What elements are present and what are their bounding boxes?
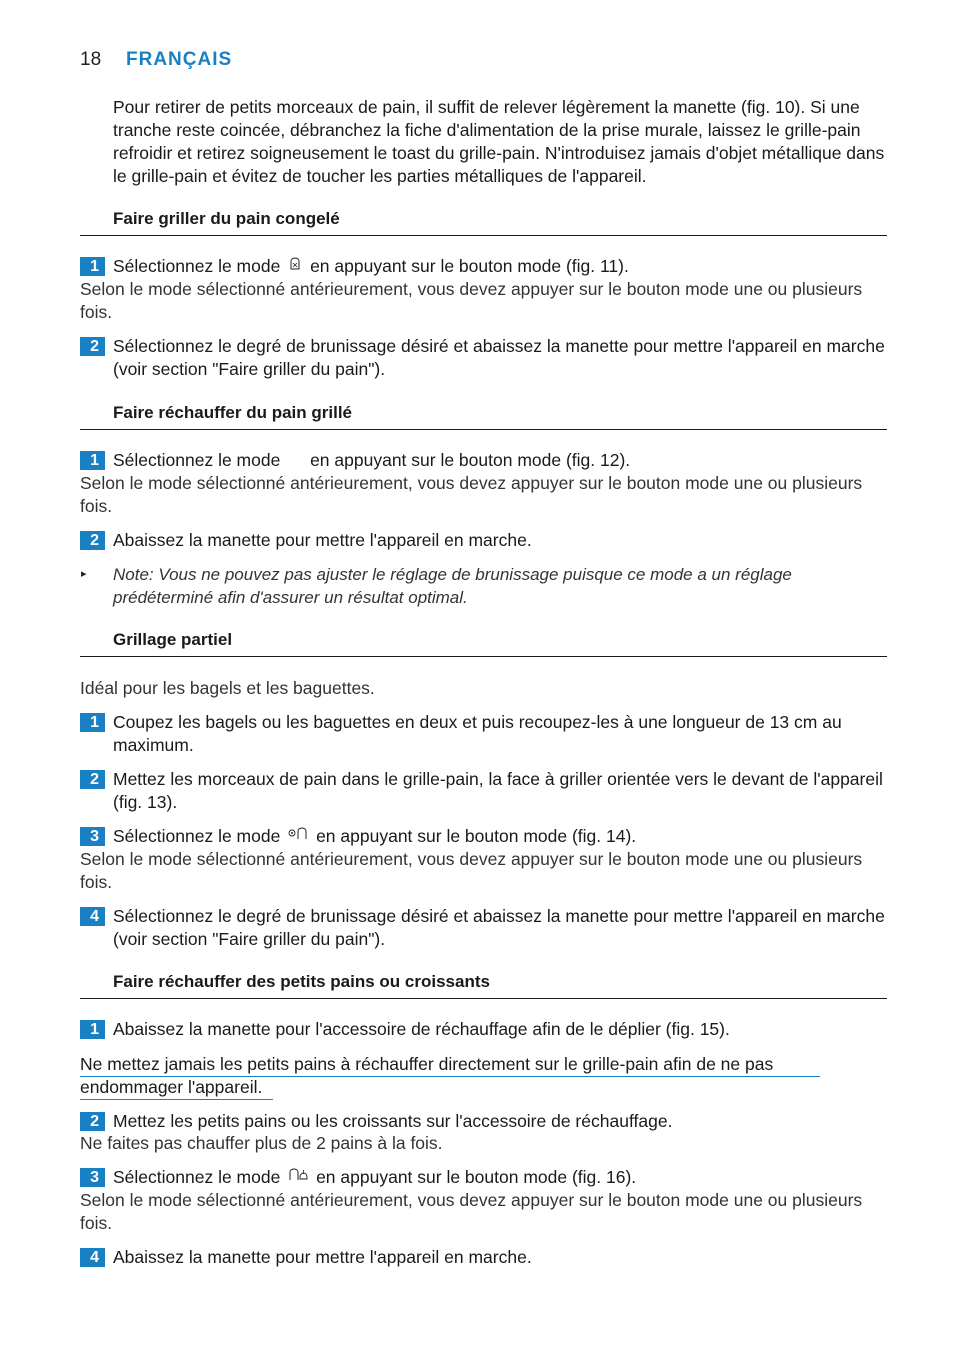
step-number: 1: [80, 451, 105, 470]
step-number: 3: [80, 827, 105, 846]
step-text: Mettez les morceaux de pain dans le grille-pain, la face à griller orientée vers le devant de l'appareil (fig. 13).: [113, 769, 883, 812]
step-number: 2: [80, 337, 105, 356]
note-text: Note: Vous ne pouvez pas ajuster le réglage de brunissage puisque ce mode a un réglage prédéterminé afin d'assurer un résultat optimal.: [113, 565, 792, 607]
section-divider: [80, 998, 887, 999]
step-number: 3: [80, 1168, 105, 1187]
step-text: Coupez les bagels ou les baguettes en deux et puis recoupez-les à une longueur de 13 cm au maximum.: [113, 712, 842, 755]
section-heading-frozen: Faire griller du pain congelé: [113, 209, 340, 228]
step-text: Sélectionnez le mode en appuyant sur le bouton mode (fig. 16).: [113, 1167, 637, 1187]
step-text: Sélectionnez le degré de brunissage désiré et abaissez la manette pour mettre l'appareil en marche (voir section "Faire griller du pain").: [113, 906, 885, 949]
step-number: 4: [80, 1248, 105, 1267]
warning-underline: [80, 1099, 273, 1100]
step-text: Sélectionnez le mode en appuyant sur le bouton mode (fig. 12).: [113, 450, 631, 470]
section-heading-rolls: Faire réchauffer des petits pains ou croissants: [113, 972, 490, 991]
step-note: Selon le mode sélectionné antérieurement, vous devez appuyer sur le bouton mode une ou plusieurs fois.: [80, 473, 863, 516]
step-number: 1: [80, 713, 105, 732]
partial-toast-icon: [288, 826, 308, 840]
section-heading-reheat: Faire réchauffer du pain grillé: [113, 403, 353, 422]
step-note: Ne faites pas chauffer plus de 2 pains à la fois.: [80, 1133, 443, 1153]
frozen-bread-icon: [288, 256, 302, 270]
section-intro: Idéal pour les bagels et les baguettes.: [80, 678, 375, 698]
language-heading: FRANÇAIS: [126, 49, 233, 70]
step-note: Selon le mode sélectionné antérieurement, vous devez appuyer sur le bouton mode une ou plusieurs fois.: [80, 1190, 863, 1233]
warning-text: Ne mettez jamais les petits pains à réchauffer directement sur le grille-pain afin de ne pas endommager l'appareil.: [80, 1054, 774, 1097]
step-text: Abaissez la manette pour mettre l'appareil en marche.: [113, 530, 532, 550]
step-text: Abaissez la manette pour l'accessoire de réchauffage afin de le déplier (fig. 15).: [113, 1019, 730, 1039]
step-number: 2: [80, 770, 105, 789]
step-text: Mettez les petits pains ou les croissants sur l'accessoire de réchauffage.: [113, 1111, 673, 1131]
step-number: 1: [80, 257, 105, 276]
section-divider: [80, 235, 887, 236]
step-text: Sélectionnez le degré de brunissage désiré et abaissez la manette pour mettre l'appareil en marche (voir section "Faire griller du pain").: [113, 336, 885, 379]
step-note: Selon le mode sélectionné antérieurement, vous devez appuyer sur le bouton mode une ou plusieurs fois.: [80, 279, 863, 322]
step-text: Abaissez la manette pour mettre l'appareil en marche.: [113, 1247, 532, 1267]
step-number: 1: [80, 1020, 105, 1039]
section-divider: [80, 429, 887, 430]
section-heading-partial: Grillage partiel: [113, 630, 233, 649]
note-arrow-icon: ▸: [81, 568, 87, 580]
step-number: 4: [80, 907, 105, 926]
step-text: Sélectionnez le mode en appuyant sur le bouton mode (fig. 14).: [113, 826, 637, 846]
step-note: Selon le mode sélectionné antérieurement, vous devez appuyer sur le bouton mode une ou plusieurs fois.: [80, 849, 863, 892]
intro-paragraph: Pour retirer de petits morceaux de pain, il suffit de relever légèrement la manette (fig. 10). Si une tranche reste coincée, débranchez la fiche d'alimentation de la prise murale, laissez le grille-pain refroidir et retirez soigneusement le toast du grille-pain. N'introduisez jamais d'objet métallique dans le grille-pain et évitez de toucher les parties métalliques de l'appareil.: [113, 97, 885, 186]
section-divider: [80, 656, 887, 657]
warning-underline: [80, 1076, 820, 1077]
step-number: 2: [80, 1112, 105, 1131]
step-text: Sélectionnez le mode en appuyant sur le bouton mode (fig. 11).: [113, 256, 629, 276]
step-number: 2: [80, 531, 105, 550]
page-number: 18: [80, 49, 102, 70]
reheat-toast-icon: [288, 450, 302, 464]
bun-warming-icon: [288, 1167, 308, 1181]
